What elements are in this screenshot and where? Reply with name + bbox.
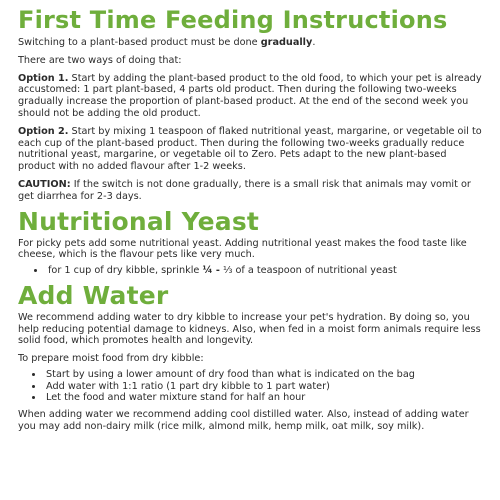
option1-paragraph [18, 73, 484, 120]
option2-text: Start by mixing 1 teaspoon of flaked nutritional yeast, margarine, or vegetable oil to each cup of the plant-based product. Then during the following two-weeks gradually reduce nutritional yeast, margarine, or vegetable oil to Zero. Pets adapt to the new plant-based product with no added flavour after 1-2 weeks. [18, 125, 482, 173]
intro-paragraph [18, 37, 484, 49]
intro-emphasis: gradually [260, 37, 313, 48]
water-step: • Add water with 1:1 ratio (1 part dry kibble to 1 part water) [44, 381, 484, 393]
intro-end: . [312, 37, 316, 48]
caution-paragraph [18, 179, 484, 203]
option2-label: Option 2. [18, 125, 69, 137]
water-prepare: To prepare moist food from dry kibble: [18, 353, 204, 365]
water-step: • Let the food and water mixture stand for half an hour [44, 392, 484, 404]
caution-label: CAUTION: [18, 178, 71, 190]
yeast-bullet-text: for 1 cup of dry kibble, sprinkle [48, 265, 203, 277]
water-closing: When adding water we recommend adding cool distilled water. Also, instead of adding water you may add non-dairy milk (rice milk, almond milk, hemp milk, oat milk, soy milk). [18, 408, 469, 432]
yeast-paragraph: For picky pets add some nutritional yeast. Adding nutritional yeast makes the food taste like cheese, which is the flavour pets like very much. [18, 237, 467, 261]
caution-text: If the switch is not done gradually, there is a small risk that animals may vomit or get diarrhea for 2-3 days. [18, 178, 471, 202]
page-title: First Time Feeding Instructions [18, 6, 448, 34]
option2-paragraph [18, 126, 484, 173]
water-heading: Add Water [18, 280, 169, 310]
yeast-bullet-fraction: ¼ - [202, 265, 220, 277]
water-paragraph: We recommend adding water to dry kibble to increase your pet's hydration. By doing so, you help reducing potential damage to kidneys. Also, when fed in a moist form animals require less solid food, which promotes health and longevity. [18, 311, 481, 347]
ways-intro: There are two ways of doing that: [18, 54, 182, 66]
water-step: • Start by using a lower amount of dry food than what is indicated on the bag [44, 369, 484, 381]
option1-text: Start by adding the plant-based product to the old food, to which your pet is already accustomed: 1 part plant-based, 4 parts old product. Then during the following two-weeks gradually increase the proportion of plant-based product. At the end of the second week you should not be adding the old product. [18, 72, 482, 119]
yeast-bullet-end: ⅓ of a teaspoon of nutritional yeast [219, 265, 397, 277]
yeast-list [18, 265, 484, 277]
water-steps-list [18, 369, 484, 404]
intro-text: Switching to a plant-based product must be done [18, 37, 261, 48]
yeast-bullet [46, 265, 484, 277]
yeast-heading: Nutritional Yeast [18, 206, 260, 236]
option1-label: Option 1. [18, 72, 69, 84]
